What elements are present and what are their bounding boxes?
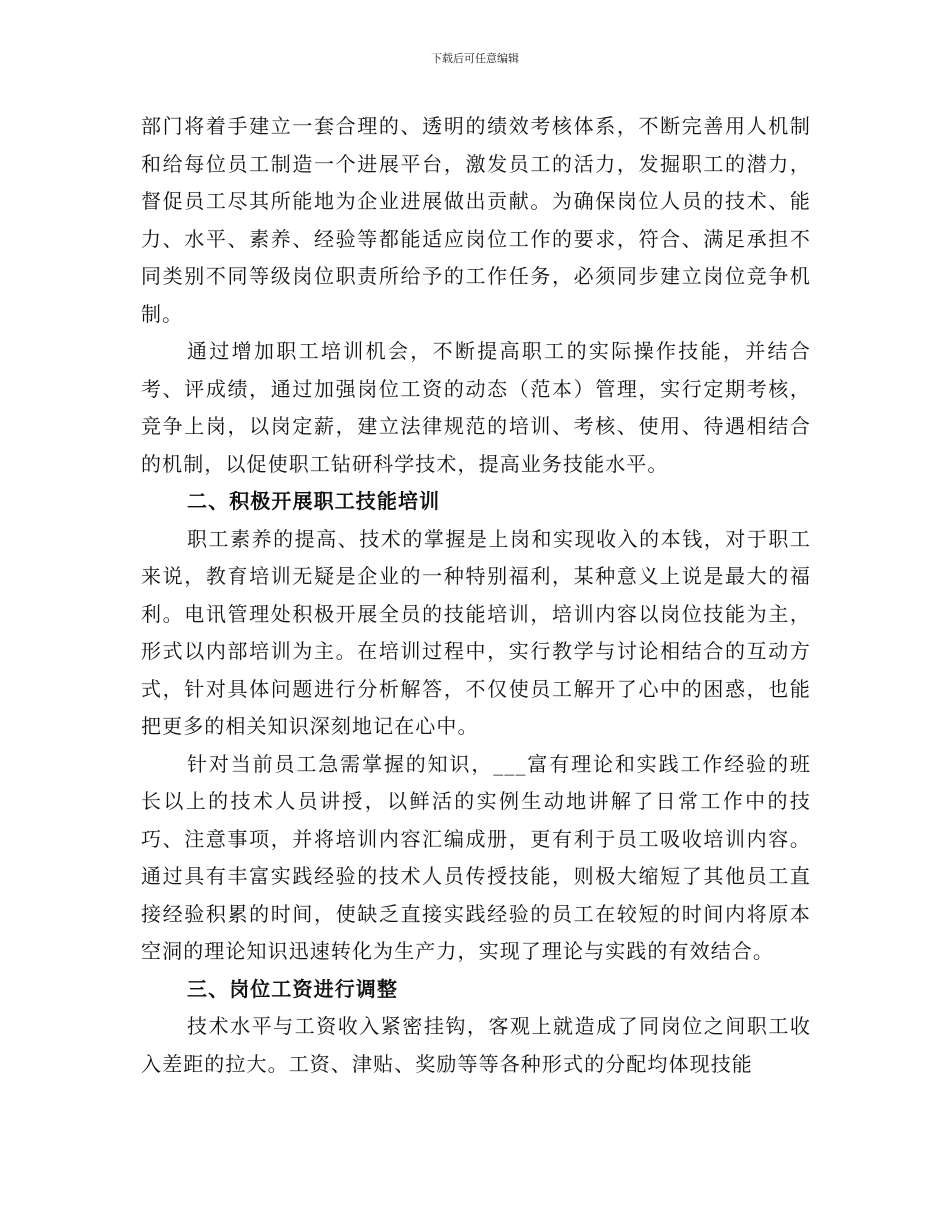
paragraph-training-benefit: 职工素养的提高、技术的掌握是上岗和实现收入的本钱，对于职工来说，教育培训无疑是企业的一种特别福利，某种意义上说是最大的福利。电讯管理处积极开展全员的技能培训，培训内容以岗位技能为主，形式以内部培训为主。在培训过程中，实行教学与讨论相结合的互动方式，针对具体问题进行分析解答，不仅使员工解开了心中的困惑，也能把更多的相关知识深刻地记在心中。 (141, 526, 811, 738)
section-heading-wage-adjustment: 三、岗位工资进行调整 (187, 976, 398, 1001)
paragraph-performance-system: 部门将着手建立一套合理的、透明的绩效考核体系，不断完善用人机制和给每位员工制造一个进展平台，激发员工的活力，发掘职工的潜力，督促员工尽其所能地为企业进展做出贡献。为确保岗位人员的技术、能力、水平、素养、经验等都能适应岗位工作的要求，符合、满足承担不同类别不同等级岗位职责所给予的工作任务，必须同步建立岗位竞争机制。 (141, 114, 811, 326)
header-text: 下载后可任意编辑 (431, 52, 519, 65)
paragraph-training-opportunities: 通过增加职工培训机会，不断提高职工的实际操作技能，并结合考、评成绩，通过加强岗位工资的动态（范本）管理，实行定期考核，竞争上岗，以岗定薪，建立法律规范的培训、考核、使用、待遇相结合的机制，以促使职工钻研科学技术，提高业务技能水平。 (141, 339, 811, 476)
paragraph-technical-lectures: 针对当前员工急需掌握的知识，___富有理论和实践工作经验的班长以上的技术人员讲授，以鲜活的实例生动地讲解了日常工作中的技巧、注意事项，并将培训内容汇编成册，更有利于员工吸收培训内容。通过具有丰富实践经验的技术人员传授技能，则极大缩短了其他员工直接经验积累的时间，使缺乏直接实践经验的员工在较短的时间内将原本空洞的理论知识迅速转化为生产力，实现了理论与实践的有效结合。 (141, 751, 811, 963)
page-header (0, 52, 950, 66)
section-heading-skill-training: 二、积极开展职工技能培训 (187, 489, 441, 513)
paragraph-wage-linkage: 技术水平与工资收入紧密挂钩，客观上就造成了同岗位之间职工收入差距的拉大。工资、津贴、奖励等等各种形式的分配均体现技能 (141, 1014, 811, 1076)
document-body (141, 108, 811, 1083)
